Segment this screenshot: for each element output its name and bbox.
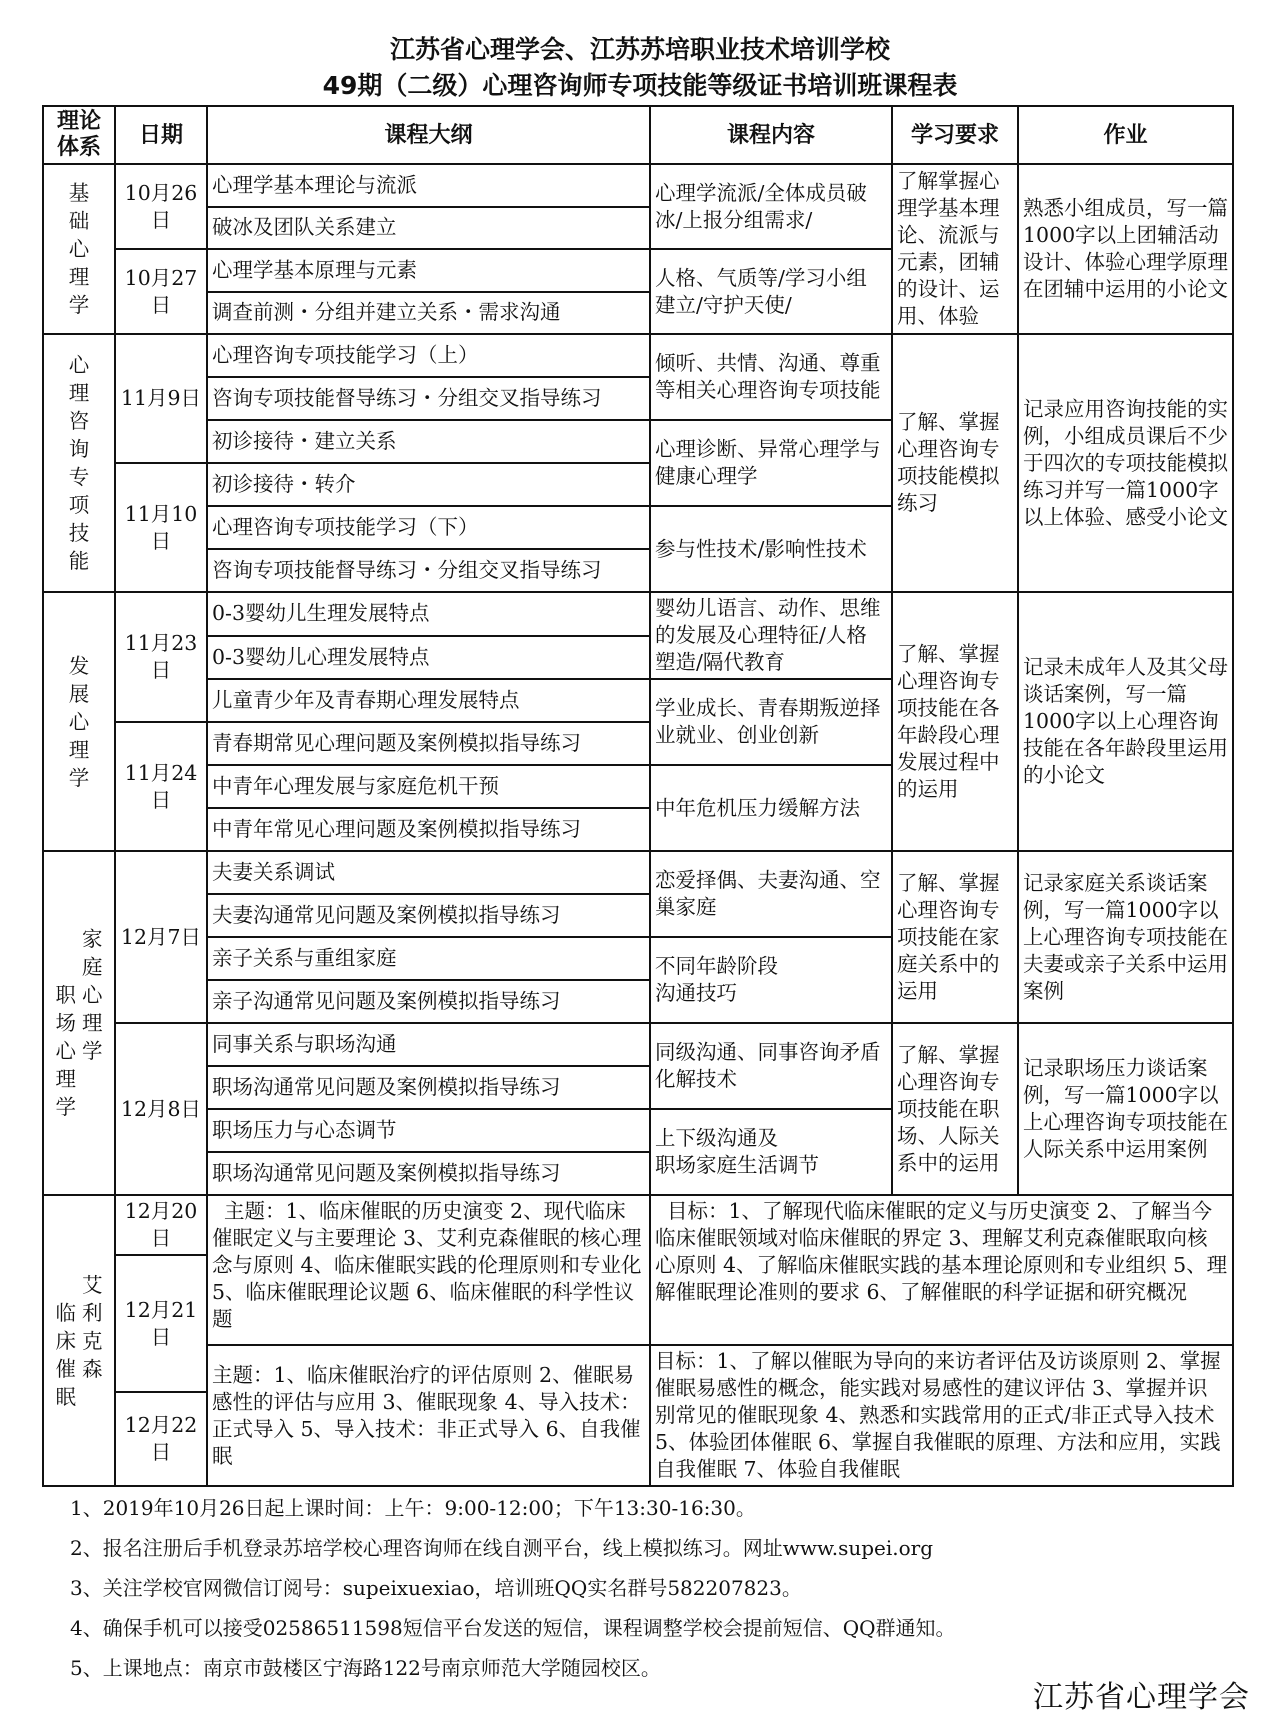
system-label-right: 家 庭 心 理 学	[82, 927, 103, 1063]
content-cell: 学业成长、青春期叛逆择业就业、创业创新	[650, 679, 892, 765]
topic-cell: 夫妻沟通常见问题及案例模拟指导练习	[207, 894, 650, 937]
topic-cell: 职场压力与心态调节	[207, 1109, 650, 1152]
date-cell: 11月10日	[115, 463, 207, 592]
note-item: 4、确保手机可以接受02586511598短信平台发送的短信，课程调整学校会提前短信、QQ群通知。	[70, 1616, 956, 1640]
topic-cell: 初诊接待・建立关系	[207, 420, 650, 463]
system-label: 发 展 心 理 学	[68, 653, 90, 790]
topic-cell: 职场沟通常见问题及案例模拟指导练习	[207, 1066, 650, 1109]
date-cell: 12月20日	[115, 1195, 207, 1255]
homework-cell: 记录应用咨询技能的实例，小组成员课后不少于四次的专项技能模拟练习并写一篇1000字以上体验、感受小论文	[1018, 334, 1233, 592]
system-label: 心 理 咨 询 专 项 技 能	[68, 353, 90, 573]
date-cell: 12月8日	[115, 1023, 207, 1195]
homework-cell: 记录未成年人及其父母谈话案例，写一篇1000字以上心理咨询技能在各年龄段里运用的小论文	[1018, 592, 1233, 851]
homework-cell: 熟悉小组成员，写一篇1000字以上团辅活动设计、体验心理学原理在团辅中运用的小论文	[1018, 164, 1233, 334]
content-cell: 参与性技术/影响性技术	[650, 506, 892, 592]
note-item: 1、2019年10月26日起上课时间：上午：9:00-12:00；下午13:30-16:30。	[70, 1496, 756, 1520]
system-cell	[43, 164, 115, 334]
content-cell: 人格、气质等/学习小组建立/守护天使/	[650, 249, 892, 334]
topic-cell: 中青年常见心理问题及案例模拟指导练习	[207, 808, 650, 851]
topic-cell: 心理咨询专项技能学习（下）	[207, 506, 650, 549]
document-title-line1: 江苏省心理学会、江苏苏培职业技术培训学校	[389, 35, 890, 64]
content-cell: 上下级沟通及 职场家庭生活调节	[650, 1109, 892, 1195]
signature: 江苏省心理学会	[1033, 1680, 1250, 1715]
topic-cell: 心理学基本理论与流派	[207, 164, 650, 207]
goal-block: 目标：1、了解现代临床催眠的定义与历史演变 2、了解当今临床催眠领域对临床催眠的界定 3、理解艾利克森催眠取向核心原则 4、了解临床催眠实践的基本理论原则和专业组织 5、理解催眠理论准则的要求 6、了解催眠的科学证据和研究概况	[650, 1195, 1233, 1345]
system-label-right: 艾 利 克 森	[82, 1272, 103, 1381]
header-content: 课程内容	[650, 106, 892, 164]
content-cell: 婴幼儿语言、动作、思维的发展及心理特征/人格塑造/隔代教育	[650, 592, 892, 679]
topic-cell: 青春期常见心理问题及案例模拟指导练习	[207, 722, 650, 765]
date-cell: 12月22日	[115, 1392, 207, 1486]
topic-cell: 调查前测・分组并建立关系・需求沟通	[207, 292, 650, 335]
goal-block: 目标：1、了解以催眠为导向的来访者评估及访谈原则 2、掌握催眠易感性的概念，能实践对易感性的建议评估 3、掌握并识别常见的催眠现象 4、熟悉和实践常用的正式/非正式导入技术 5、体验团体催眠 6、掌握自我催眠的原理、方法和应用，实践自我催眠 7、体验自我催眠	[650, 1345, 1233, 1486]
header-homework: 作业	[1018, 106, 1233, 164]
system-cell	[43, 592, 115, 851]
topic-cell: 亲子沟通常见问题及案例模拟指导练习	[207, 980, 650, 1023]
topic-cell: 0-3婴幼儿心理发展特点	[207, 636, 650, 680]
system-cell	[43, 334, 115, 592]
content-cell: 同级沟通、同事咨询矛盾化解技术	[650, 1023, 892, 1109]
requirement-cell: 了解掌握心理学基本理论、流派与元素，团辅的设计、运用、体验	[892, 164, 1018, 334]
topic-cell: 亲子关系与重组家庭	[207, 937, 650, 980]
content-cell: 倾听、共情、沟通、尊重等相关心理咨询专项技能	[650, 334, 892, 420]
requirement-cell: 了解、掌握心理咨询专项技能模拟练习	[892, 334, 1018, 592]
topic-cell: 夫妻关系调试	[207, 851, 650, 894]
topic-cell: 同事关系与职场沟通	[207, 1023, 650, 1066]
homework-cell: 记录家庭关系谈话案例，写一篇1000字以上心理咨询专项技能在夫妻或亲子关系中运用案例	[1018, 851, 1233, 1023]
system-label-left: 职 场 心 理 学	[55, 983, 76, 1119]
topic-cell: 破冰及团队关系建立	[207, 207, 650, 250]
requirement-cell: 了解、掌握心理咨询专项技能在各年龄段心理发展过程中的运用	[892, 592, 1018, 851]
system-label-left: 临 床 催 眠	[55, 1300, 76, 1409]
date-cell: 11月23日	[115, 592, 207, 722]
topic-cell: 中青年心理发展与家庭危机干预	[207, 765, 650, 808]
header-system: 理论 体系	[43, 106, 115, 164]
header-date: 日期	[115, 106, 207, 164]
topic-cell: 初诊接待・转介	[207, 463, 650, 506]
content-cell: 心理学流派/全体成员破冰/上报分组需求/	[650, 164, 892, 249]
date-cell: 11月9日	[115, 334, 207, 463]
date-cell: 12月21日	[115, 1255, 207, 1392]
document-title-line2: 49期（二级）心理咨询师专项技能等级证书培训班课程表	[322, 71, 958, 100]
content-cell: 中年危机压力缓解方法	[650, 765, 892, 851]
header-outline: 课程大纲	[207, 106, 650, 164]
requirement-cell: 了解、掌握心理咨询专项技能在家庭关系中的运用	[892, 851, 1018, 1023]
topic-cell: 0-3婴幼儿生理发展特点	[207, 592, 650, 636]
header-requirement: 学习要求	[892, 106, 1018, 164]
schedule-table	[42, 105, 1234, 1487]
topic-block: 主题：1、临床催眠治疗的评估原则 2、催眠易感性的评估与应用 3、催眠现象 4、导入技术：正式导入 5、导入技术：非正式导入 6、自我催眠	[207, 1345, 650, 1486]
requirement-cell: 了解、掌握心理咨询专项技能在职场、人际关系中的运用	[892, 1023, 1018, 1195]
topic-block: 主题：1、临床催眠的历史演变 2、现代临床催眠定义与主要理论 3、艾利克森催眠的核心理念与原则 4、临床催眠实践的伦理原则和专业化 5、临床催眠理论议题 6、临床催眠的科学性议题	[207, 1195, 650, 1345]
topic-cell: 儿童青少年及青春期心理发展特点	[207, 679, 650, 722]
topic-cell: 心理学基本原理与元素	[207, 249, 650, 292]
topic-cell: 咨询专项技能督导练习・分组交叉指导练习	[207, 377, 650, 420]
notes-list	[70, 1488, 1190, 1688]
date-cell: 12月7日	[115, 851, 207, 1023]
topic-cell: 心理咨询专项技能学习（上）	[207, 334, 650, 377]
content-cell: 不同年龄阶段 沟通技巧	[650, 937, 892, 1023]
note-item: 5、上课地点：南京市鼓楼区宁海路122号南京师范大学随园校区。	[70, 1656, 661, 1680]
date-cell: 10月27日	[115, 249, 207, 334]
system-cell	[43, 1195, 115, 1486]
note-item: 3、关注学校官网微信订阅号：supeixuexiao，培训班QQ实名群号582207823。	[70, 1576, 802, 1600]
homework-cell: 记录职场压力谈话案例，写一篇1000字以上心理咨询专项技能在人际关系中运用案例	[1018, 1023, 1233, 1195]
topic-cell: 咨询专项技能督导练习・分组交叉指导练习	[207, 549, 650, 592]
system-label: 基 础 心 理 学	[68, 181, 90, 317]
date-cell: 11月24日	[115, 722, 207, 851]
note-item: 2、报名注册后手机登录苏培学校心理咨询师在线自测平台，线上模拟练习。网址www.supei.org	[70, 1536, 934, 1560]
topic-cell: 职场沟通常见问题及案例模拟指导练习	[207, 1152, 650, 1195]
content-cell: 恋爱择偶、夫妻沟通、空巢家庭	[650, 851, 892, 937]
date-cell: 10月26日	[115, 164, 207, 249]
content-cell: 心理诊断、异常心理学与健康心理学	[650, 420, 892, 506]
system-cell	[43, 851, 115, 1195]
